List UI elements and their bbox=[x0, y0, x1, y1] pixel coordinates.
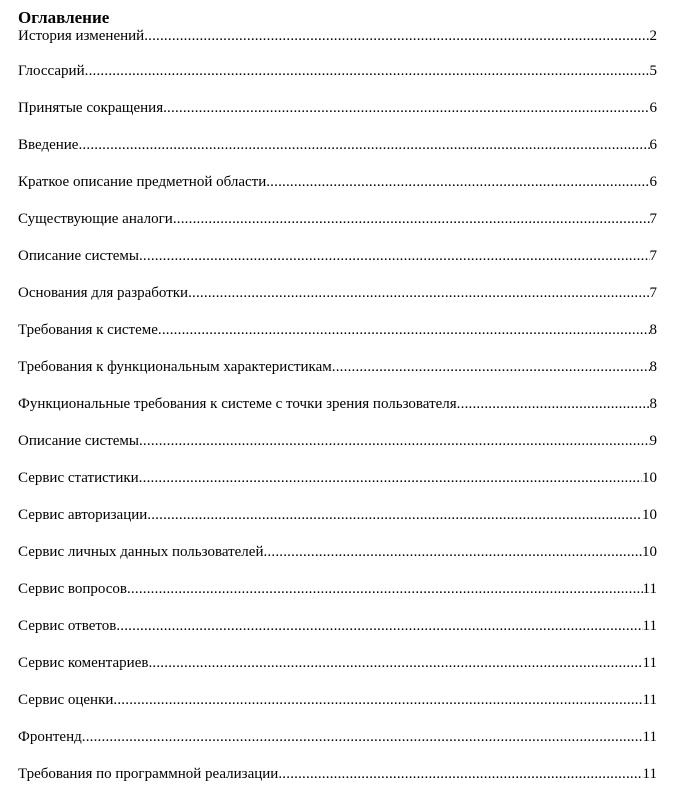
toc-dot-leader bbox=[78, 137, 649, 154]
toc-entry-page: 6 bbox=[649, 137, 657, 153]
toc-entry-glossary[interactable] bbox=[18, 63, 657, 100]
toc-dot-leader bbox=[332, 359, 650, 376]
toc-entry-page: 11 bbox=[642, 729, 657, 745]
toc-entry-text: История изменений bbox=[18, 28, 145, 44]
toc-entry-existing-analogs[interactable] bbox=[18, 211, 657, 248]
toc-title: Оглавление bbox=[18, 8, 110, 27]
toc-entry-user-functional-requirements[interactable] bbox=[18, 396, 657, 433]
toc-entry-text: Сервис статистики bbox=[18, 470, 139, 486]
toc-entry-page: 8 bbox=[649, 359, 657, 375]
toc-entry-authorization-service[interactable] bbox=[18, 507, 657, 544]
toc-dot-leader bbox=[263, 544, 642, 561]
toc-entry-questions-service[interactable] bbox=[18, 581, 657, 618]
toc-entry-history[interactable] bbox=[18, 28, 657, 63]
toc-entry-user-data-service[interactable] bbox=[18, 544, 657, 581]
toc-entry-page: 11 bbox=[642, 692, 657, 708]
toc-entry-text: Описание системы bbox=[18, 248, 139, 264]
toc-entry-page: 7 bbox=[649, 285, 657, 301]
toc-entry-text: Введение bbox=[18, 137, 79, 153]
toc-entry-page: 11 bbox=[642, 581, 657, 597]
toc-entry-text: Сервис оценки bbox=[18, 692, 114, 708]
toc-entry-text: Основания для разработки bbox=[18, 285, 189, 301]
toc-entry-text: Краткое описание предметной области bbox=[18, 174, 267, 190]
toc-entry-page: 7 bbox=[649, 211, 657, 227]
toc-entry-page: 9 bbox=[649, 433, 657, 449]
toc-entry-text: Сервис ответов bbox=[18, 618, 117, 634]
toc-entry-page: 6 bbox=[649, 100, 657, 116]
toc-entry-page: 11 bbox=[642, 618, 657, 634]
toc-entry-introduction[interactable] bbox=[18, 137, 657, 174]
toc-entry-page: 6 bbox=[649, 174, 657, 190]
toc-entry-statistics-service[interactable] bbox=[18, 470, 657, 507]
toc-dot-leader bbox=[147, 507, 642, 524]
toc-entry-comments-service[interactable] bbox=[18, 655, 657, 692]
toc-entry-text: Сервис авторизации bbox=[18, 507, 148, 523]
toc-dot-leader bbox=[82, 729, 643, 746]
toc-entry-page: 11 bbox=[642, 766, 657, 782]
toc-entry-page: 8 bbox=[649, 396, 657, 412]
toc-entry-software-implementation[interactable] bbox=[18, 766, 657, 803]
toc-dot-leader bbox=[139, 470, 642, 487]
toc-entry-text: Сервис личных данных пользователей bbox=[18, 544, 264, 560]
toc-entry-frontend[interactable] bbox=[18, 729, 657, 766]
toc-entry-page: 7 bbox=[649, 248, 657, 264]
toc-entry-abbreviations[interactable] bbox=[18, 100, 657, 137]
toc-dot-leader bbox=[148, 655, 642, 672]
toc-entry-text: Требования к системе bbox=[18, 322, 158, 338]
toc-dot-leader bbox=[116, 618, 642, 635]
toc-dot-leader bbox=[266, 174, 649, 191]
toc-entry-page: 8 bbox=[649, 322, 657, 338]
toc-dot-leader bbox=[113, 692, 642, 709]
toc-entry-page: 2 bbox=[649, 28, 657, 44]
toc-dot-leader bbox=[127, 581, 643, 598]
toc-entry-system-description[interactable] bbox=[18, 248, 657, 285]
toc-entry-page: 10 bbox=[642, 544, 657, 560]
toc-dot-leader bbox=[139, 248, 650, 265]
toc-entry-text: Функциональные требования к системе с точки зрения пользователя bbox=[18, 396, 457, 412]
toc-entry-system-requirements[interactable] bbox=[18, 322, 657, 359]
toc-entry-text: Сервис вопросов bbox=[18, 581, 127, 597]
toc-entry-rating-service[interactable] bbox=[18, 692, 657, 729]
toc-dot-leader bbox=[144, 28, 649, 45]
toc-entry-functional-characteristics[interactable] bbox=[18, 359, 657, 396]
toc-entry-page: 10 bbox=[642, 470, 657, 486]
toc-dot-leader bbox=[278, 766, 642, 783]
toc-entry-development-basis[interactable] bbox=[18, 285, 657, 322]
toc-dot-leader bbox=[139, 433, 650, 450]
toc-entry-text: Существующие аналоги bbox=[18, 211, 173, 227]
toc-dot-leader bbox=[173, 211, 650, 228]
toc-entry-text: Описание системы bbox=[18, 433, 139, 449]
toc-dot-leader bbox=[457, 396, 650, 413]
toc-entry-page: 5 bbox=[649, 63, 657, 79]
toc-entry-text: Требования по программной реализации bbox=[18, 766, 279, 782]
toc-entry-answers-service[interactable] bbox=[18, 618, 657, 655]
toc-entry-text: Требования к функциональным характеристикам bbox=[18, 359, 332, 375]
toc-entry-text: Глоссарий bbox=[18, 63, 85, 79]
toc-dot-leader bbox=[163, 100, 649, 117]
toc-dot-leader bbox=[85, 63, 650, 80]
toc-entry-text: Сервис коментариев bbox=[18, 655, 149, 671]
toc-entry-page: 11 bbox=[642, 655, 657, 671]
table-of-contents bbox=[18, 8, 657, 803]
toc-dot-leader bbox=[188, 285, 649, 302]
toc-dot-leader bbox=[158, 322, 650, 339]
toc-entry-domain-overview[interactable] bbox=[18, 174, 657, 211]
toc-entry-text: Принятые сокращения bbox=[18, 100, 164, 116]
toc-entry-text: Фронтенд bbox=[18, 729, 82, 745]
toc-entry-system-description-2[interactable] bbox=[18, 433, 657, 470]
toc-entry-page: 10 bbox=[642, 507, 657, 523]
